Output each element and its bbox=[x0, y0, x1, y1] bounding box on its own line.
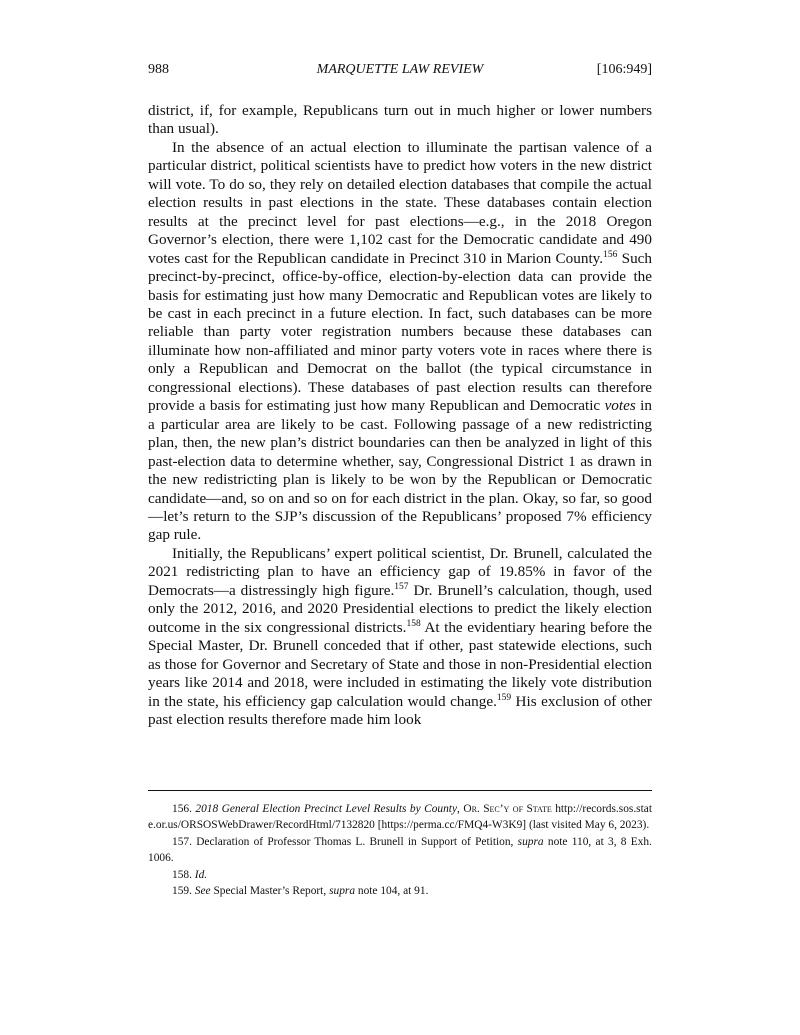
footnote-157-supra: supra bbox=[517, 835, 544, 848]
footnote-158-id: Id. bbox=[194, 868, 208, 881]
footnote-ref-156[interactable]: 156 bbox=[603, 249, 618, 260]
footnote-159-tail: note 104, at 91. bbox=[357, 885, 429, 898]
paragraph-2-text-a: In the absence of an actual election to illuminate the partisan valence of a particular district, political scientists have to predict how voters in the new district will vote. To do so, they rely on detailed election databases that compile the actual election results in past elections in the state. These databases contain election results at the precinct level for past elections—e.g., in the 2018 Oregon Governor’s election, there were 1,102 cast for the Democratic candidate and 490 votes cast for the Republican candidate in Precinct 310 in Marion County. bbox=[148, 138, 652, 267]
paragraph-2-text-c: in a particular area are likely to be cast. Following passage of a new redistricting plan, then, the new plan’s district boundaries can then be analyzed in light of this past-election data to determine whether, say, Congressional District 1 as drawn in the new redistricting plan is likely to be won by the Republican or Democratic candidate—and, so on and so on for each district in the plan. Okay, so far, so good—let’s return to the SJP’s discussion of the Republicans’ proposed 7% efficiency gap rule. bbox=[148, 397, 652, 544]
footnote-156-number: 156. bbox=[172, 803, 192, 815]
footnote-ref-158[interactable]: 158 bbox=[406, 618, 421, 629]
footnote-159-number: 159. bbox=[172, 885, 192, 898]
footnote-156-url[interactable]: http://records.sos.state.or.us/ORSOSWebDrawer/RecordHtml/7132820 bbox=[148, 803, 652, 832]
footnote-156-source: Or. Sec’y of State bbox=[463, 803, 552, 815]
main-text bbox=[148, 102, 652, 729]
paragraph-2-text-b: Such precinct-by-precinct, office-by-office, election-by-election data can provide the basis for estimating just how many Democratic and Republican votes are likely to be cast in each precinct in a future election. In fact, such databases can be more reliable than party voter registration numbers because these databases can illuminate how non-affiliated and minor party voters vote in races where there is only a Republican and Democrat on the ballot (the typical circumstance in congressional elections). These databases of past election results can therefore provide a basis for estimating just how many Republican and Democratic bbox=[148, 249, 652, 415]
paragraph-3-text-c: At the evidentiary hearing before the Special Master, Dr. Brunell conceded that if other, past statewide elections, such as those for Governor and Secretary of State and those in non-Presidential election years like 2014 and 2018, were included in estimating the likely vote distribution in the state, his efficiency gap calculation would change. bbox=[148, 618, 652, 710]
footnote-156-title: 2018 General Election Precinct Level Results by County bbox=[195, 803, 458, 815]
footnote-158-number: 158. bbox=[172, 868, 192, 881]
footnote-156-visited: (last visited May 6, 2023). bbox=[528, 819, 650, 832]
footnote-157-tail: note 110, at 3, 8 Exh. 1006. bbox=[148, 835, 652, 865]
paragraph-continued bbox=[148, 102, 652, 139]
paragraph-1-text: district, if, for example, Republicans turn out in much higher or lower numbers than usual). bbox=[148, 102, 652, 138]
footnote-159-see: See bbox=[194, 885, 211, 898]
footnote-159-text: Special Master’s Report, bbox=[213, 885, 327, 898]
footnotes bbox=[148, 801, 652, 899]
footnote-156: 156. 2018 General Election Precinct Level Results by County, Or. Sec’y of State http://records.sos.state.or.us/ORSOSWebDrawer/RecordHtml/7132820 [https://perma.cc/FMQ4-W3K9] (last visited May 6, 2023). bbox=[148, 803, 652, 832]
page-number: 988 bbox=[148, 62, 169, 77]
footnote-157-text: Declaration of Professor Thomas L. Brunell in Support of Petition, bbox=[196, 835, 514, 848]
journal-title: MARQUETTE LAW REVIEW bbox=[316, 62, 484, 77]
footnote-157-number: 157. bbox=[172, 835, 192, 848]
paragraph-3 bbox=[148, 545, 652, 730]
paragraph-3-text-b: Dr. Brunell’s calculation, though, used only the 2012, 2016, and 2020 Presidential elections to predict the likely election outcome in the six congressional districts. bbox=[148, 581, 653, 636]
footnote-ref-159[interactable]: 159 bbox=[496, 692, 512, 703]
paragraph-3-text-d: His exclusion of other past election results therefore made him look bbox=[148, 692, 652, 728]
footnote-156-perma-link[interactable]: [https://perma.cc/FMQ4-W3K9] bbox=[377, 819, 527, 832]
footnote-158 bbox=[148, 867, 652, 883]
emphasis-votes: votes bbox=[604, 397, 636, 415]
paragraph-3-text-a: Initially, the Republicans’ expert political scientist, Dr. Brunell, calculated the 2021 redistricting plan to have an efficiency gap of 19.85% in favor of the Democrats—a distressingly high figure. bbox=[148, 544, 652, 599]
footnote-159 bbox=[148, 883, 652, 899]
footnote-separator bbox=[148, 790, 652, 791]
running-header bbox=[148, 62, 652, 82]
footnote-ref-157[interactable]: 157 bbox=[394, 581, 409, 592]
footnote-159-supra: supra bbox=[329, 885, 356, 898]
footnote-157 bbox=[148, 834, 652, 867]
volume-citation: [106:949] bbox=[596, 62, 652, 77]
paragraph-2 bbox=[148, 139, 652, 545]
